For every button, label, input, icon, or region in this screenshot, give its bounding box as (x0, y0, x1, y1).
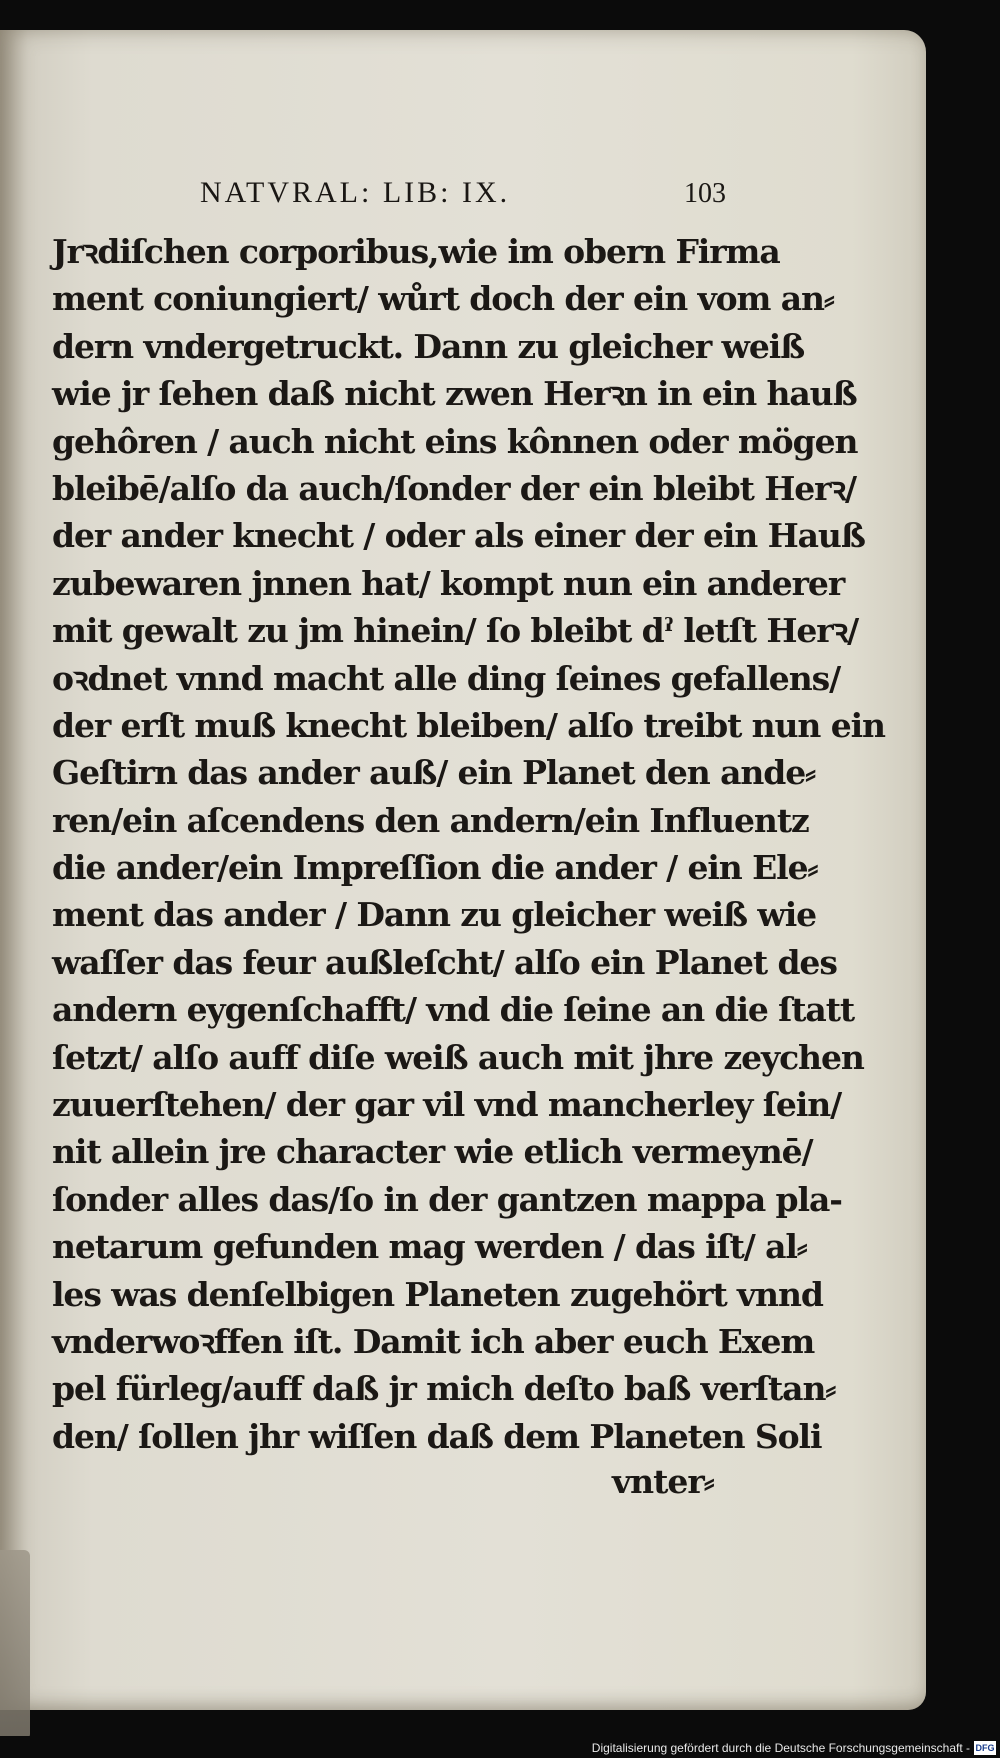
catchword: vnter⸗ (612, 1462, 714, 1501)
text-line: zubewaren jnnen hat/ kompt nun ein anderer (52, 563, 845, 603)
text-line: ren/ein aſcendens den andern/ein Influentz (52, 800, 809, 840)
page-number: 103 (684, 178, 726, 209)
body-text (52, 228, 885, 1460)
text-line: oꝛdnet vnnd macht alle ding ſeines gefallens/ (52, 658, 841, 698)
text-line: dern vndergetruckt. Dann zu gleicher weiß (52, 326, 805, 366)
text-line: Geſtirn das ander auß/ ein Planet den ande⸗ (52, 753, 816, 793)
text-line: andern eygenſchafft/ vnd die ſeine an die ſtatt (52, 990, 854, 1030)
text-line: bleibē/alſo da auch/ſonder der ein bleibt Herꝛ/ (52, 468, 856, 508)
dfg-logo-icon: DFG (975, 1743, 995, 1753)
text-line: die ander/ein Impreſſion die ander / ein Ele⸗ (52, 848, 818, 888)
text-line: ſetzt/ alſo auff diſe weiß auch mit jhre zeychen (52, 1037, 864, 1077)
text-line: mit gewalt zu jm hinein/ ſo bleibt dˀ letſt Herꝛ/ (52, 611, 859, 651)
text-line: wie jr ſehen daß nicht zwen Herꝛn in ein hauß (52, 374, 857, 414)
text-line: der ander knecht / oder als einer der ein Hauß (52, 516, 865, 556)
text-line: ment coniungiert/ wůrt doch der ein vom an⸗ (52, 279, 834, 319)
text-line: netarum gefunden mag werden / das iſt/ al⸗ (52, 1227, 807, 1267)
text-line: gehôren / auch nicht eins kônnen oder mögen (52, 421, 858, 461)
text-line: der erſt muß knecht bleiben/ alſo treibt nun ein (52, 705, 885, 745)
text-line: waſſer das feur außleſcht/ alſo ein Planet des (52, 942, 837, 982)
running-title: NATVRAL: LIB: IX. (200, 176, 511, 209)
text-line: vnderwoꝛffen iſt. Damit ich aber euch Exem (52, 1321, 815, 1361)
book-page (0, 30, 926, 1710)
text-line: nit allein jre character wie etlich vermeynē/ (52, 1132, 813, 1172)
page-header (0, 176, 926, 216)
footer-bar (0, 1736, 1000, 1758)
text-line: den/ ſollen jhr wiſſen daß dem Planeten Soli (52, 1416, 822, 1456)
text-line: pel fürleg/auff daß jr mich deſto baß verſtan⸗ (52, 1369, 836, 1409)
text-line: zuuerſtehen/ der gar vil vnd mancherley ſein/ (52, 1085, 842, 1125)
digitization-credit: Digitalisierung gefördert durch die Deutsche Forschungsgemeinschaft - (591, 1741, 970, 1755)
text-line: ſonder alles das/ſo in der gantzen mappa pla- (52, 1179, 842, 1219)
text-line: Jrꝛdiſchen corporibus,wie im obern Firma (52, 232, 780, 271)
page-edge-shadow (0, 1550, 30, 1740)
text-line: ment das ander / Dann zu gleicher weiß wie (52, 895, 817, 935)
text-line: les was denſelbigen Planeten zugehört vnnd (52, 1274, 823, 1314)
